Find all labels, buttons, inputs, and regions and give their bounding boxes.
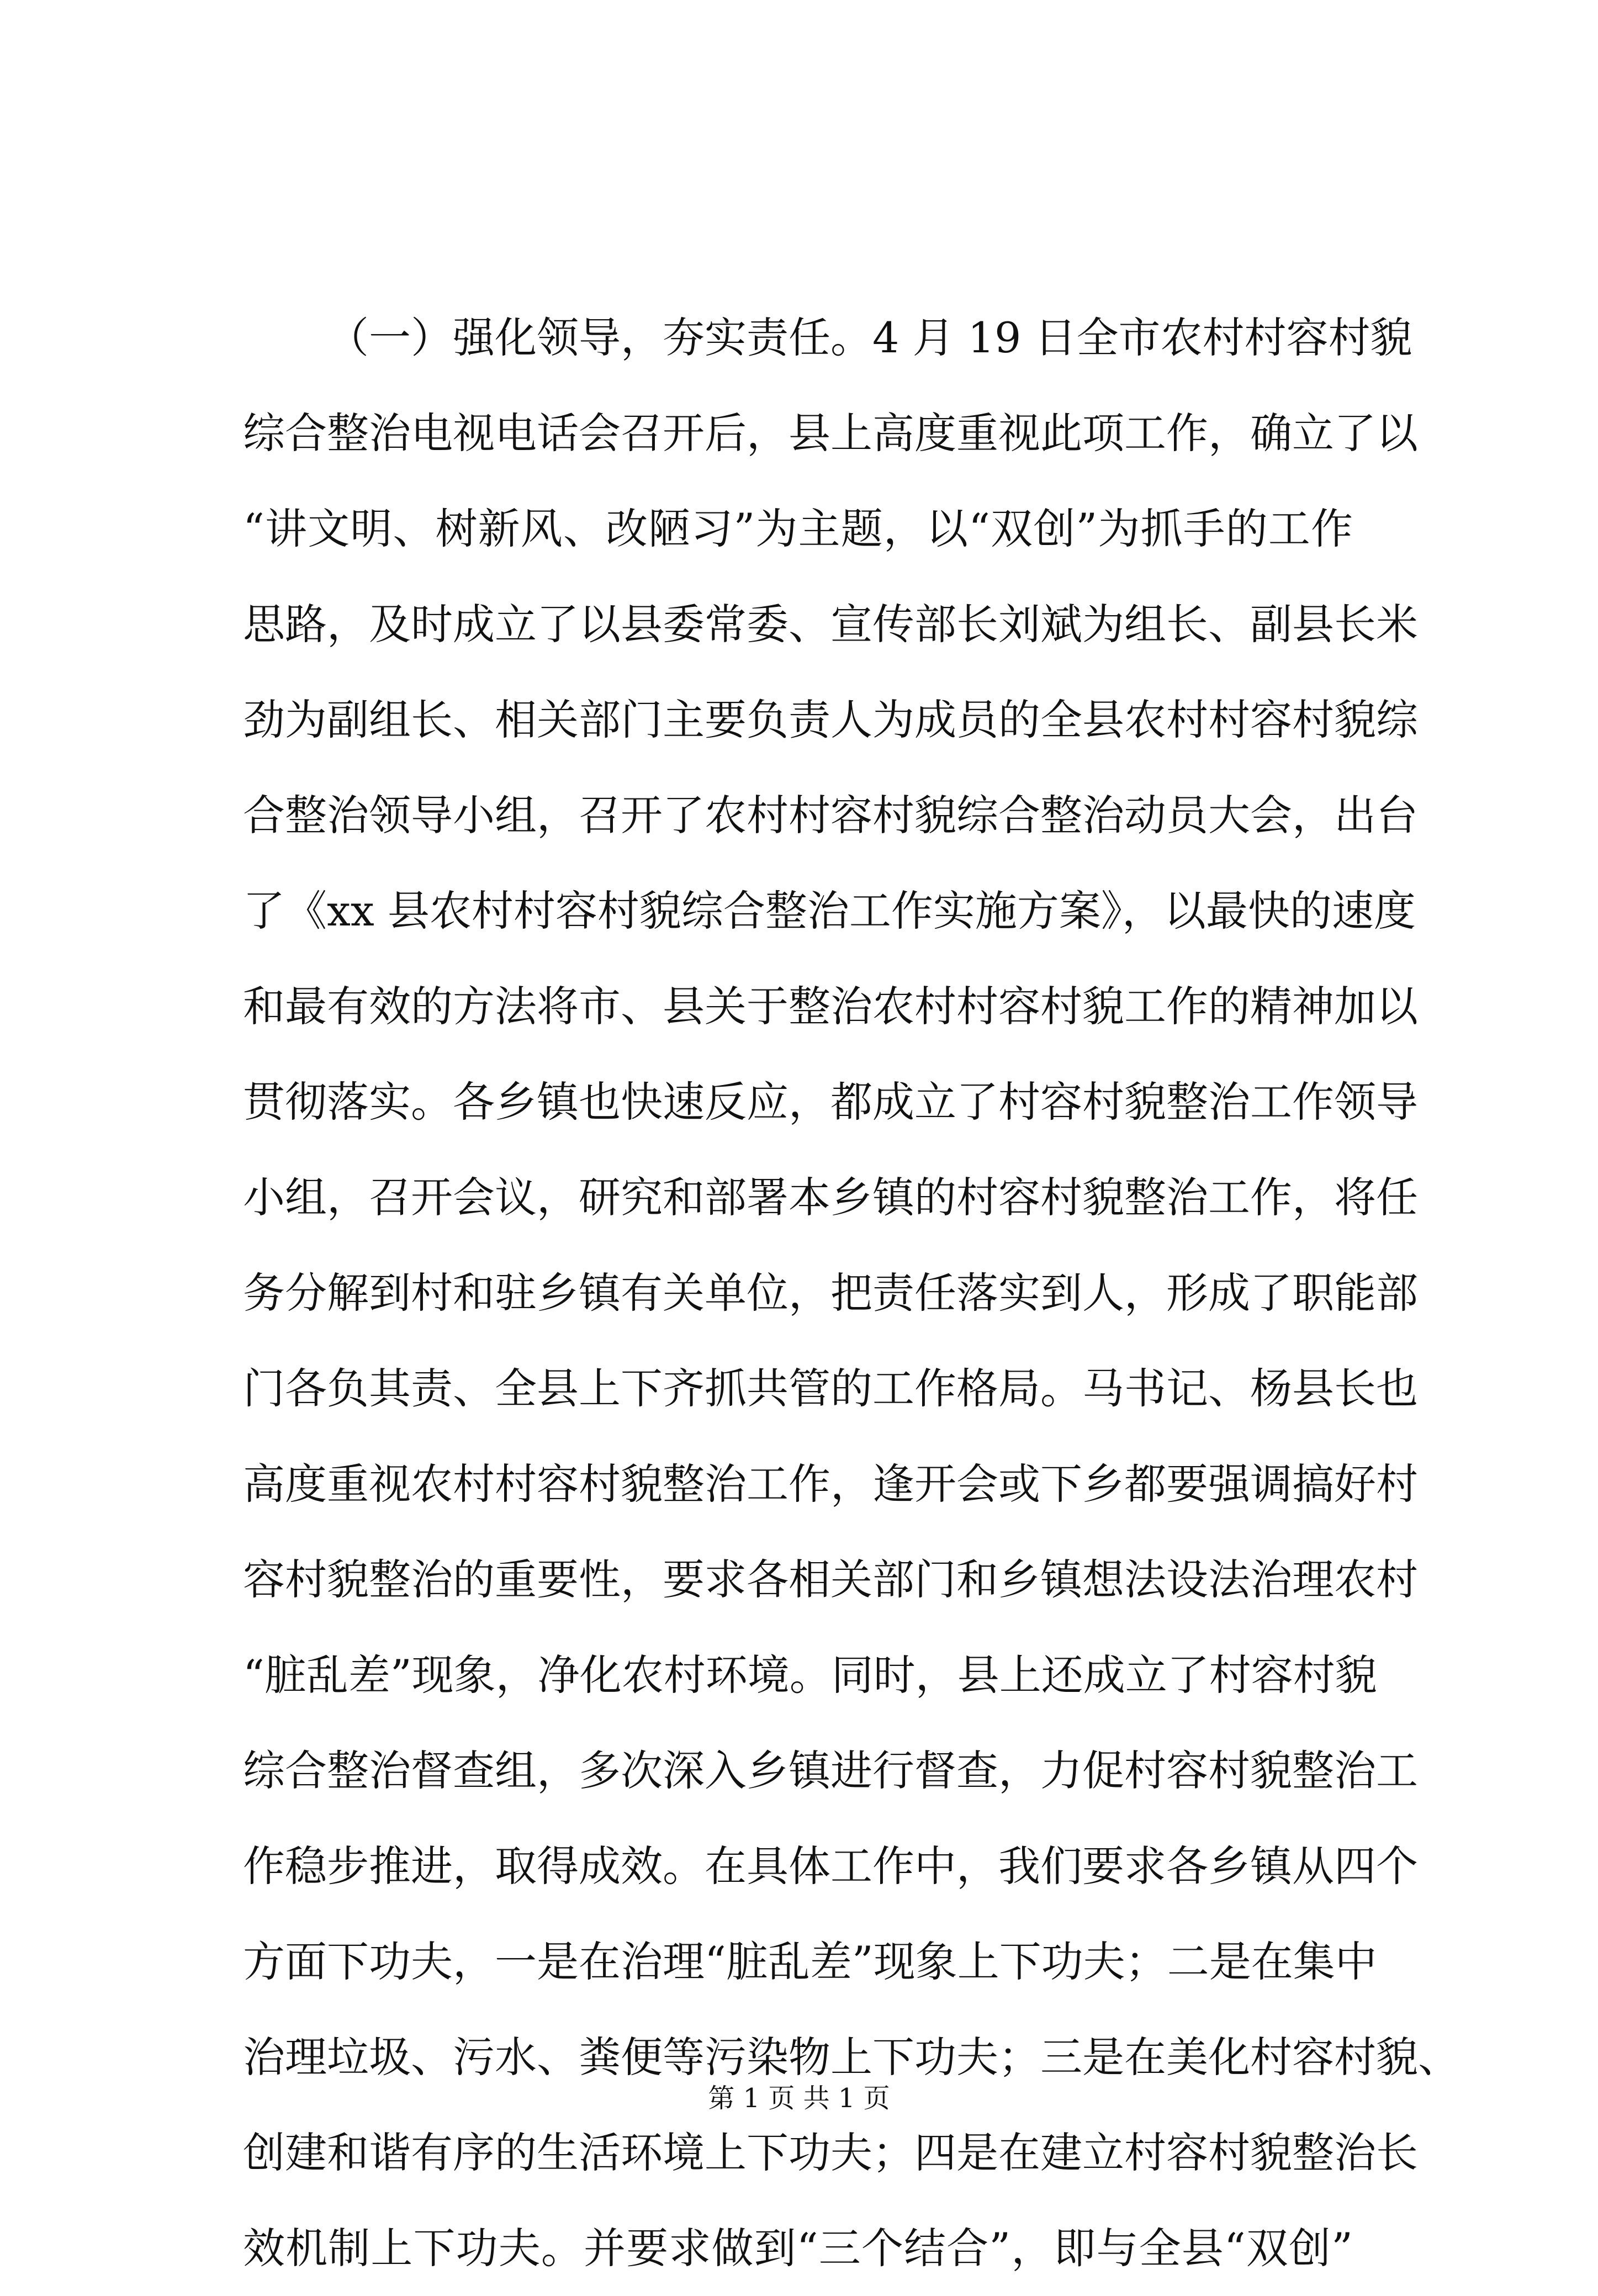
page-footer (0, 2082, 1598, 2115)
text-line: 了《xx 县农村村容村貌综合整治工作实施方案》，以最快的速度 (243, 886, 1416, 935)
text-line: 务分解到村和驻乡镇有关单位，把责任落实到人，形成了职能部 (243, 1268, 1418, 1318)
text-line: 思路，及时成立了以县委常委、宣传部长刘斌为组长、副县长米 (243, 600, 1418, 649)
text-line: 小组，召开会议，研究和部署本乡镇的村容村貌整治工作，将任 (243, 1173, 1418, 1222)
text-line: 门各负其责、全县上下齐抓共管的工作格局。马书记、杨县长也 (243, 1364, 1418, 1413)
text-line: 效机制上下功夫。并要求做到“三个结合”，即与全县“双创” (243, 2224, 1353, 2273)
text-line: 作稳步推进，取得成效。在具体工作中，我们要求各乡镇从四个 (243, 1842, 1418, 1891)
text-line: “脏乱差”现象，净化农村环境。同时，县上还成立了村容村貌 (243, 1650, 1377, 1700)
text-line: 贯彻落实。各乡镇也快速反应，都成立了村容村貌整治工作领导 (243, 1077, 1418, 1126)
text-line: 综合整治督查组，多次深入乡镇进行督查，力促村容村貌整治工 (243, 1746, 1418, 1795)
text-line: 方面下功夫，一是在治理“脏乱差”现象上下功夫；二是在集中 (243, 1937, 1377, 1986)
text-line: 高度重视农村村容村貌整治工作，逢开会或下乡都要强调搞好村 (243, 1459, 1418, 1509)
text-line: 治理垃圾、污水、粪便等污染物上下功夫；三是在美化村容村貌、 (243, 2033, 1460, 2082)
text-line: 创建和谐有序的生活环境上下功夫；四是在建立村容村貌整治长 (243, 2128, 1418, 2177)
text-line: 容村貌整治的重要性，要求各相关部门和乡镇想法设法治理农村 (243, 1555, 1418, 1604)
page-number-label: 第 1 页 共 1 页 (708, 2083, 890, 2114)
text-line: 综合整治电视电话会召开后，县上高度重视此项工作，确立了以 (243, 409, 1418, 458)
text-line: 劲为副组长、相关部门主要负责人为成员的全县农村村容村貌综 (243, 695, 1418, 744)
body-paragraph (243, 290, 1460, 2296)
text-line: 合整治领导小组，召开了农村村容村貌综合整治动员大会，出台 (243, 791, 1418, 840)
text-line: 和最有效的方法将市、县关于整治农村村容村貌工作的精神加以 (243, 982, 1418, 1031)
text-line: （一）强化领导，夯实责任。4 月 19 日全市农村村容村貌 (327, 313, 1412, 362)
text-line: “讲文明、树新风、改陋习”为主题，以“双创”为抓手的工作 (243, 504, 1353, 553)
